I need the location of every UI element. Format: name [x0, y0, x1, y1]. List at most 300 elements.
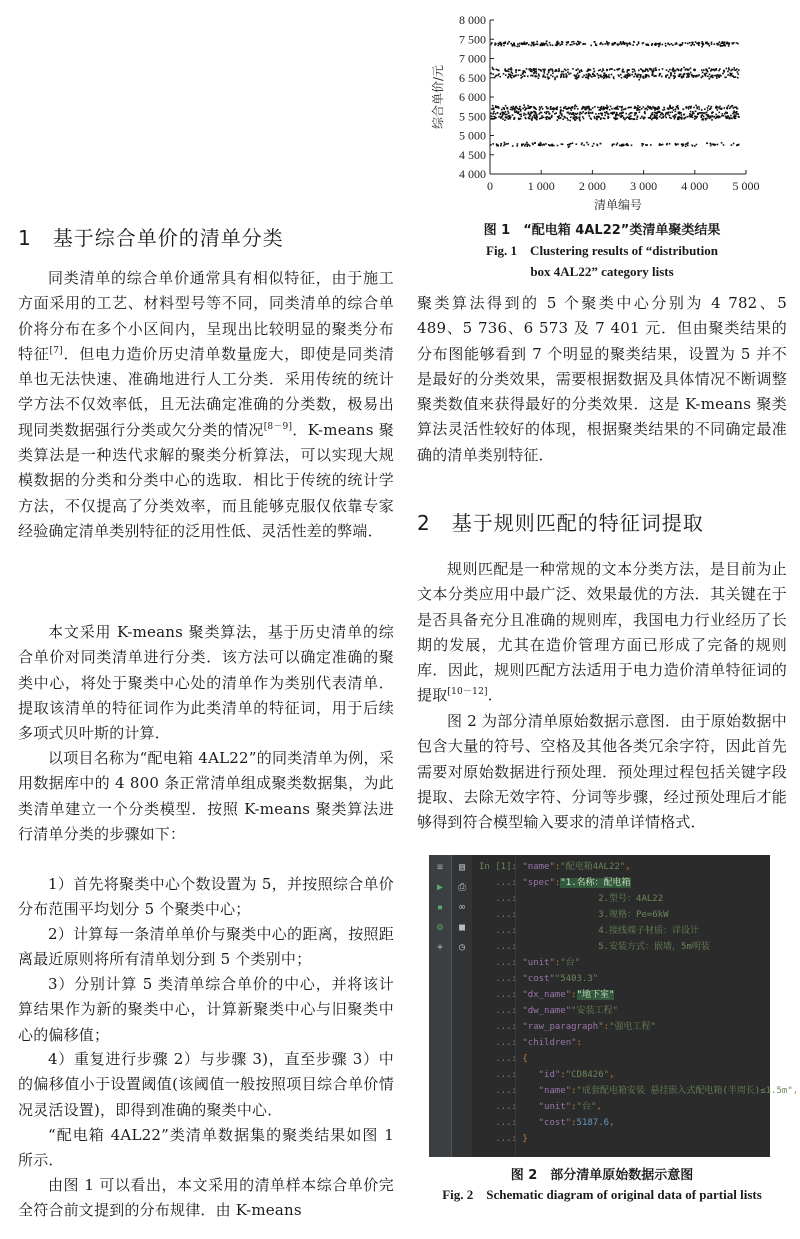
scatter-point	[669, 69, 671, 71]
y-tick-label: 7 500	[459, 32, 486, 47]
scatter-point	[619, 106, 621, 108]
key-dw-name: "dw_name"	[522, 1006, 572, 1016]
scatter-point	[528, 68, 530, 70]
scatter-point	[698, 106, 700, 108]
scatter-point	[636, 44, 638, 46]
scatter-point	[678, 112, 680, 114]
scatter-point	[724, 113, 726, 115]
scatter-point	[667, 74, 669, 76]
scatter-point	[685, 117, 687, 119]
scatter-point	[595, 44, 597, 46]
scatter-point	[531, 118, 533, 120]
code-line-open-brace: ...: {	[479, 1054, 528, 1064]
scatter-point	[608, 74, 610, 76]
scatter-point	[546, 116, 548, 118]
scatter-point	[509, 116, 511, 118]
scatter-point	[559, 44, 561, 46]
scatter-point	[562, 144, 564, 146]
scatter-point	[698, 42, 700, 44]
scatter-point	[634, 115, 636, 117]
scatter-point	[686, 143, 688, 145]
scatter-point	[616, 113, 618, 115]
scatter-point	[667, 43, 669, 45]
scatter-point	[502, 115, 504, 117]
scatter-point	[617, 143, 619, 145]
scatter-point	[695, 117, 697, 119]
scatter-point	[536, 76, 538, 78]
scatter-point	[541, 106, 543, 108]
scatter-point	[576, 116, 578, 118]
scatter-point	[526, 142, 528, 144]
scatter-point	[719, 106, 721, 108]
scatter-point	[629, 42, 631, 44]
scatter-point	[589, 74, 591, 76]
y-tick-label: 4 000	[459, 167, 486, 181]
key-id: "id"	[538, 1070, 561, 1080]
scatter-point	[656, 117, 658, 119]
scatter-point	[503, 112, 505, 114]
scatter-point	[655, 43, 657, 45]
scatter-point	[645, 44, 647, 46]
scatter-point	[642, 70, 644, 72]
scatter-point	[608, 117, 610, 119]
scatter-point	[592, 74, 594, 76]
scatter-point	[533, 68, 535, 70]
scatter-point	[643, 77, 645, 79]
scatter-point	[716, 69, 718, 71]
scatter-point	[693, 69, 695, 71]
scatter-point	[556, 70, 558, 72]
code-line-id: ...: "id":"CD8426",	[479, 1070, 615, 1080]
scatter-point	[709, 118, 711, 120]
scatter-point	[705, 69, 707, 71]
scatter-point	[687, 145, 689, 147]
scatter-point	[626, 71, 628, 73]
scatter-point	[542, 108, 544, 110]
scatter-point	[492, 108, 494, 110]
citation-8-9: [8－9]	[263, 421, 293, 432]
scatter-point	[511, 69, 513, 71]
scatter-point	[565, 108, 567, 110]
scatter-point	[659, 43, 661, 45]
scatter-point	[712, 69, 714, 71]
scatter-point	[557, 119, 559, 121]
scatter-point	[501, 109, 503, 111]
scatter-point	[588, 78, 590, 80]
scatter-point	[552, 70, 554, 72]
scatter-point	[669, 105, 671, 107]
scatter-point	[674, 75, 676, 77]
scatter-point	[687, 43, 689, 45]
scatter-point	[717, 44, 719, 46]
scatter-point	[576, 74, 578, 76]
scatter-point	[534, 107, 536, 109]
scatter-point	[704, 112, 706, 114]
scatter-point	[654, 75, 656, 77]
scatter-point	[696, 108, 698, 110]
scatter-point	[562, 44, 564, 46]
scatter-point	[630, 115, 632, 117]
scatter-point	[701, 112, 703, 114]
scatter-point	[518, 45, 520, 47]
scatter-point	[494, 118, 496, 120]
cluster-scatter-chart	[426, 8, 766, 220]
scatter-point	[583, 118, 585, 120]
scatter-point	[572, 142, 574, 144]
scatter-point	[503, 45, 505, 47]
scatter-point	[704, 108, 706, 110]
scatter-point	[567, 112, 569, 114]
scatter-point	[633, 69, 635, 71]
scatter-point	[597, 107, 599, 109]
scatter-point	[644, 112, 646, 114]
scatter-point	[696, 144, 698, 146]
step-3: 3）分别计算 5 类清单综合单价的中心，并将该计算结果作为新的聚类中心，计算新聚类中心与旧聚类中心的偏移值；	[18, 975, 394, 1044]
scatter-point	[735, 69, 737, 71]
scatter-point	[496, 69, 498, 71]
scatter-point	[637, 116, 639, 118]
scatter-point	[658, 106, 660, 108]
list-icon: ≡	[436, 862, 444, 873]
scatter-point	[604, 43, 606, 45]
key-cost: "cost"	[522, 974, 555, 984]
scatter-point	[700, 116, 702, 118]
scatter-point	[631, 145, 633, 147]
scatter-point	[525, 118, 527, 120]
value-dw-name: "安装工程"	[571, 1006, 618, 1016]
scatter-point	[581, 142, 583, 144]
value-dx-name: "地下室"	[576, 990, 615, 1000]
scatter-point	[693, 44, 695, 46]
scatter-point	[538, 69, 540, 71]
scatter-point	[598, 117, 600, 119]
scatter-point	[647, 109, 649, 111]
scatter-point	[578, 41, 580, 43]
scatter-point	[539, 109, 541, 111]
scatter-point	[570, 73, 572, 75]
scatter-point	[657, 111, 659, 113]
scatter-point	[545, 76, 547, 78]
scatter-point	[572, 107, 574, 109]
scatter-point	[727, 108, 729, 110]
scatter-point	[719, 41, 721, 43]
scatter-point	[520, 109, 522, 111]
scatter-point	[712, 112, 714, 114]
scatter-point	[720, 108, 722, 110]
scatter-point	[540, 142, 542, 144]
scatter-point	[611, 68, 613, 70]
scatter-point	[494, 116, 496, 118]
scatter-point	[545, 43, 547, 45]
scatter-point	[540, 45, 542, 47]
scatter-point	[681, 77, 683, 79]
value-child-name: "成套配电箱安装 悬挂嵌入式配电箱(半周长)≤1.5m"	[576, 1086, 793, 1096]
scatter-point	[661, 144, 663, 146]
scatter-point	[709, 74, 711, 76]
scatter-point	[624, 42, 626, 44]
scatter-point	[685, 146, 687, 148]
scatter-point	[493, 69, 495, 71]
scatter-point	[694, 145, 696, 147]
scatter-point	[695, 110, 697, 112]
scatter-point	[561, 115, 563, 117]
scatter-point	[546, 106, 548, 108]
scatter-point	[630, 107, 632, 109]
scatter-point	[711, 115, 713, 117]
code-line-child-cost: ...: "cost":5187.6,	[479, 1118, 615, 1128]
scatter-point	[547, 76, 549, 78]
scatter-point	[575, 113, 577, 115]
scatter-point	[526, 42, 528, 44]
scatter-point	[606, 76, 608, 78]
scatter-point	[554, 108, 556, 110]
code-line-close-brace: ...: }	[479, 1134, 528, 1144]
scatter-point	[713, 144, 715, 146]
scatter-point	[570, 44, 572, 46]
code-line-name: In [1]: "name":"配电箱4AL22",	[479, 862, 631, 872]
scatter-point	[646, 107, 648, 109]
scatter-point	[528, 112, 530, 114]
scatter-point	[662, 113, 664, 115]
scatter-point	[632, 71, 634, 73]
scatter-point	[630, 112, 632, 114]
scatter-point	[506, 114, 508, 116]
scatter-point	[616, 69, 618, 71]
scatter-point	[629, 118, 631, 120]
scatter-point	[549, 145, 551, 147]
scatter-point	[677, 119, 679, 121]
scatter-point	[626, 45, 628, 47]
scatter-point	[666, 143, 668, 145]
scatter-point	[544, 44, 546, 46]
scatter-point	[528, 117, 530, 119]
scatter-point	[495, 113, 497, 115]
scatter-point	[579, 114, 581, 116]
scatter-point	[531, 69, 533, 71]
scatter-point	[625, 113, 627, 115]
scatter-point	[638, 70, 640, 72]
scatter-point	[625, 75, 627, 77]
scatter-point	[665, 43, 667, 45]
layout-icon: ▤	[458, 862, 466, 873]
scatter-point	[508, 112, 510, 114]
scatter-point	[719, 112, 721, 114]
value-name: "配电箱4AL22"	[560, 862, 626, 872]
scatter-point	[589, 109, 591, 111]
scatter-point	[702, 76, 704, 78]
scatter-point	[669, 44, 671, 46]
scatter-point	[527, 105, 529, 107]
scatter-point	[554, 77, 556, 79]
scatter-point	[504, 70, 506, 72]
scatter-point	[680, 44, 682, 46]
scatter-point	[600, 143, 602, 145]
scatter-point	[552, 72, 554, 74]
scatter-point	[711, 69, 713, 71]
scatter-point	[532, 116, 534, 118]
scatter-point	[561, 113, 563, 115]
scatter-point	[588, 106, 590, 108]
scatter-point	[581, 144, 583, 146]
y-tick-label: 5 000	[459, 128, 486, 143]
scatter-point	[567, 144, 569, 146]
scatter-point	[508, 68, 510, 70]
scatter-point	[544, 112, 546, 114]
scatter-point	[646, 144, 648, 146]
scatter-point	[623, 71, 625, 73]
scatter-point	[725, 116, 727, 118]
scatter-point	[498, 116, 500, 118]
scatter-point	[589, 107, 591, 109]
scatter-point	[603, 75, 605, 77]
scatter-point	[675, 116, 677, 118]
scatter-point	[498, 70, 500, 72]
scatter-point	[550, 106, 552, 108]
scatter-point	[607, 76, 609, 78]
scatter-point	[523, 114, 525, 116]
scatter-point	[696, 106, 698, 108]
scatter-point	[504, 108, 506, 110]
scatter-point	[536, 73, 538, 75]
scatter-point	[689, 42, 691, 44]
scatter-point	[579, 112, 581, 114]
x-tick-label: 4 000	[681, 179, 709, 193]
scatter-point	[603, 108, 605, 110]
scatter-point	[737, 113, 739, 115]
scatter-point	[652, 117, 654, 119]
code-line-spec3: ...: 3.规格：Pe=6kW	[479, 910, 669, 920]
scatter-point	[592, 107, 594, 109]
scatter-point	[628, 116, 630, 118]
scatter-point	[643, 117, 645, 119]
scatter-point	[656, 118, 658, 120]
scatter-point	[601, 71, 603, 73]
scatter-point	[492, 143, 494, 145]
scatter-point	[633, 118, 635, 120]
scatter-point	[712, 77, 714, 79]
section-1-paragraph-2: 本文采用 K-means 聚类算法，基于历史清单的综合单价对同类清单进行分类．该方法可以确定准确的聚类中心，将处于聚类中心处的清单作为类别代表清单．提取该清单的特征词作为此类清单的特征词，用于后续多项式贝叶斯的计算．	[18, 623, 394, 743]
scatter-point	[613, 143, 615, 145]
scatter-point	[603, 106, 605, 108]
scatter-point	[538, 75, 540, 77]
scatter-point	[732, 113, 734, 115]
scatter-point	[567, 108, 569, 110]
scatter-point	[677, 143, 679, 145]
scatter-point	[524, 75, 526, 77]
scatter-point	[619, 145, 621, 147]
scatter-point	[576, 106, 578, 108]
scatter-point	[627, 144, 629, 146]
scatter-point	[541, 45, 543, 47]
scatter-point	[515, 75, 517, 77]
scatter-point	[692, 114, 694, 116]
scatter-point	[576, 118, 578, 120]
scatter-point	[714, 116, 716, 118]
scatter-point	[682, 145, 684, 147]
key-name: "name"	[522, 862, 555, 872]
scatter-point	[506, 143, 508, 145]
scatter-point	[604, 112, 606, 114]
scatter-point	[684, 114, 686, 116]
scatter-point	[691, 145, 693, 147]
scatter-point	[530, 75, 532, 77]
y-tick-label: 6 500	[459, 70, 486, 85]
scatter-point	[688, 108, 690, 110]
scatter-point	[672, 67, 674, 69]
scatter-point	[721, 115, 723, 117]
scatter-point	[727, 71, 729, 73]
scatter-point	[727, 43, 729, 45]
scatter-point	[716, 75, 718, 77]
scatter-point	[711, 42, 713, 44]
scatter-point	[549, 42, 551, 44]
scatter-point	[503, 73, 505, 75]
scatter-point	[733, 67, 735, 69]
scatter-point	[511, 75, 513, 77]
scatter-point	[707, 110, 709, 112]
scatter-point	[648, 76, 650, 78]
scatter-point	[538, 77, 540, 79]
scatter-point	[494, 43, 496, 45]
scatter-point	[492, 73, 494, 75]
scatter-point	[533, 73, 535, 75]
x-tick-label: 5 000	[732, 179, 760, 193]
scatter-point	[639, 74, 641, 76]
scatter-point	[633, 41, 635, 43]
scatter-point	[731, 144, 733, 146]
scatter-point	[729, 108, 731, 110]
right-paragraph-continued: 聚类算法得到的 5 个聚类中心分别为 4 782、5 489、5 736、6 573 及 7 401 元．但由聚类结果的分布图能够看到 7 个明显的聚类结果，设置为 5 并不是最好的分类效果，需要根据数据及具体情况不断调整聚类数值来获得最好的分类效果．这是 K-means 聚类算法灵活性较好的体现，根据聚类结果的不同确定最准确的清单类别特征．	[417, 294, 787, 464]
scatter-point	[526, 68, 528, 70]
scatter-point	[519, 114, 521, 116]
scatter-point	[669, 77, 671, 79]
scatter-point	[599, 109, 601, 111]
scatter-point	[538, 144, 540, 146]
scatter-point	[544, 72, 546, 74]
scatter-point	[732, 75, 734, 77]
scatter-point	[505, 74, 507, 76]
scatter-point	[651, 75, 653, 77]
scatter-point	[539, 106, 541, 108]
scatter-point	[690, 114, 692, 116]
scatter-point	[692, 111, 694, 113]
scatter-point	[655, 69, 657, 71]
scatter-point	[581, 70, 583, 72]
scatter-point	[704, 74, 706, 76]
scatter-point	[628, 107, 630, 109]
code-line-dw: ...: "dw_name""安装工程"	[479, 1006, 618, 1016]
scatter-point	[593, 68, 595, 70]
y-tick-label: 5 500	[459, 109, 486, 124]
add-icon: +	[436, 942, 444, 953]
key-child-name: "name"	[538, 1086, 572, 1096]
key-dx-name: "dx_name"	[522, 990, 572, 1000]
scatter-point	[514, 117, 516, 119]
scatter-point	[657, 108, 659, 110]
scatter-point	[576, 69, 578, 71]
scatter-point	[557, 116, 559, 118]
scatter-point	[500, 114, 502, 116]
scatter-point	[623, 109, 625, 111]
scatter-point	[547, 45, 549, 47]
scatter-point	[567, 72, 569, 74]
scatter-point	[561, 73, 563, 75]
scatter-point	[613, 117, 615, 119]
scatter-point	[521, 144, 523, 146]
scatter-point	[665, 114, 667, 116]
scatter-point	[622, 41, 624, 43]
scatter-point	[552, 76, 554, 78]
